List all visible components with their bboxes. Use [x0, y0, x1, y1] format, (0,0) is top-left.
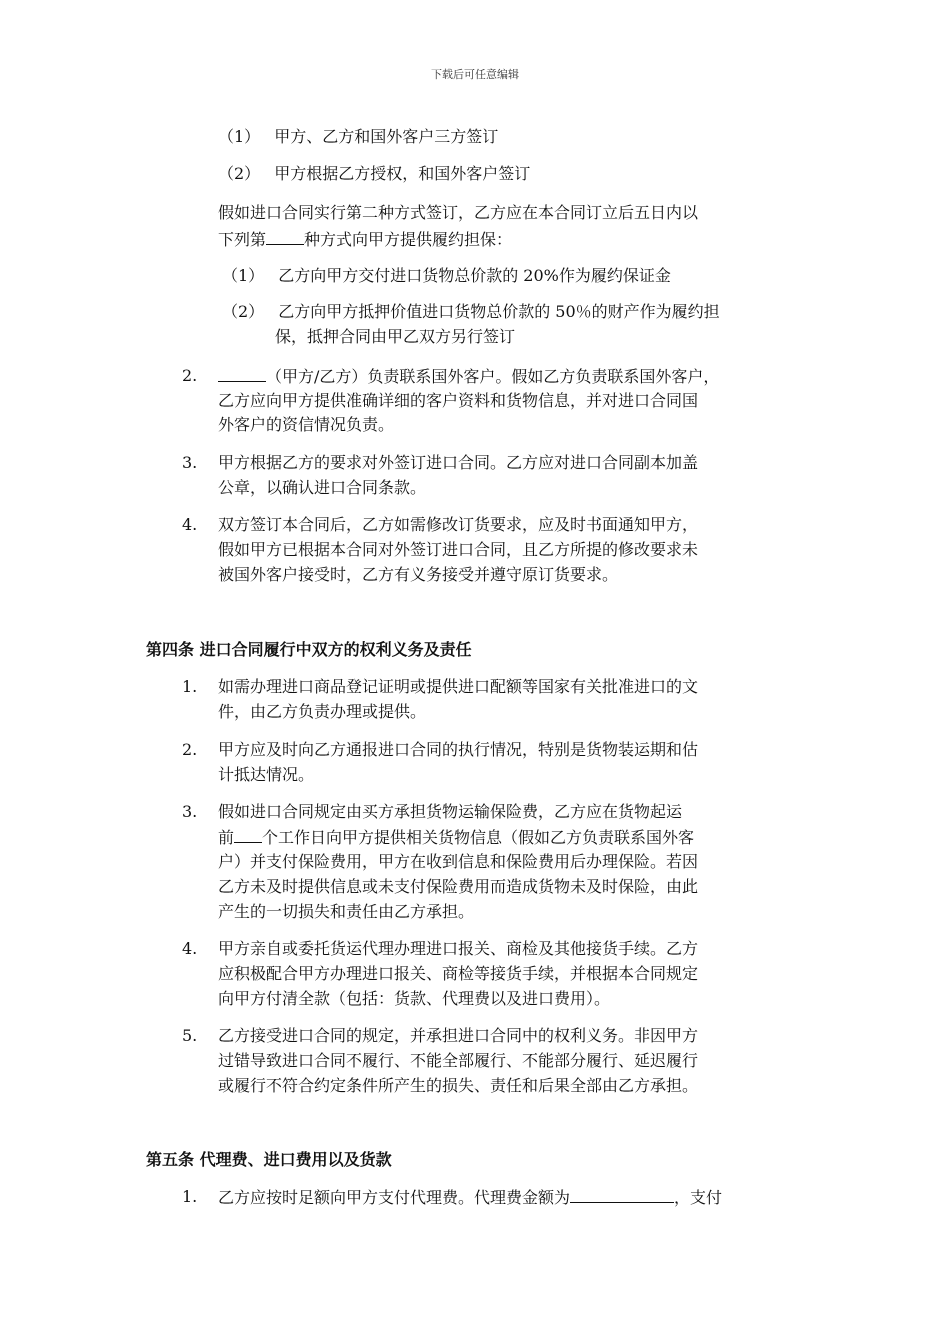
a4-item-4-line-2: 应积极配合甲方办理进口报关、商检等接货手续，并根据本合同规定: [218, 964, 699, 983]
a4-item-3-line-1: 假如进口合同规定由买方承担货物运输保险费，乙方应在货物起运: [218, 802, 683, 821]
item-3-line-1: 甲方根据乙方的要求对外签订进口合同。乙方应对进口合同副本加盖: [218, 453, 699, 472]
a5-item-1-line-1: 乙方应按时足额向甲方支付代理费。代理费金额为 ，支付: [218, 1188, 723, 1207]
item-2-line-3: 外客户的资信情况负责。: [218, 415, 395, 434]
article-4-title: 第四条 进口合同履行中双方的权利义务及责任: [146, 640, 472, 659]
a4-item-3-line-2: 前 个工作日向甲方提供相关货物信息（假如乙方负责联系国外客: [218, 828, 695, 847]
a4-item-3-line-3: 户）并支付保险费用，甲方在收到信息和保险费用后办理保险。若因: [218, 852, 699, 871]
item-3-line-2: 公章，以确认进口合同条款。: [218, 478, 427, 497]
list-item-text: 乙方向甲方抵押价值进口货物总价款的 50％的财产作为履约担: [278, 302, 720, 321]
sign-method-2: [218, 164, 530, 184]
sign-method-1: [218, 127, 498, 147]
a4-item-1-line-2: 件，由乙方负责办理或提供。: [218, 702, 427, 721]
item-number: 3.: [182, 802, 198, 821]
list-marker: （2）: [218, 164, 261, 183]
item-number: 3.: [182, 453, 198, 472]
a4-item-3-line-4: 乙方未及时提供信息或未支付保险费用而造成货物未及时保险，由此: [218, 877, 699, 896]
guarantee-intro-line-2: 下列第 种方式向甲方提供履约担保：: [218, 230, 513, 249]
a4-item-3-line-5: 产生的一切损失和责任由乙方承担。: [218, 902, 475, 921]
item-number: 4.: [182, 515, 198, 534]
a4-item-1-line-1: 如需办理进口商品登记证明或提供进口配额等国家有关批准进口的文: [218, 677, 699, 696]
list-item-text: 甲方、乙方和国外客户三方签订: [274, 127, 499, 146]
item-number: 2.: [182, 366, 198, 385]
list-item-text: 甲方根据乙方授权，和国外客户签订: [274, 164, 531, 183]
fill-in-blank: [234, 827, 262, 843]
list-marker: （1）: [222, 266, 265, 285]
guarantee-option-2: [222, 302, 720, 322]
a4-item-5-line-3: 或履行不符合约定条件所产生的损失、责任和后果全部由乙方承担。: [218, 1076, 699, 1095]
guarantee-option-1: [222, 266, 671, 286]
fill-in-blank: [266, 229, 304, 245]
fill-in-blank: [218, 366, 266, 382]
guarantee-intro-line-1: 假如进口合同实行第二种方式签订，乙方应在本合同订立后五日内以: [218, 203, 699, 222]
item-4-line-2: 假如甲方已根据本合同对外签订进口合同，且乙方所提的修改要求未: [218, 540, 699, 559]
item-number: 5.: [182, 1026, 198, 1045]
item-number: 1.: [182, 1187, 198, 1206]
item-number: 4.: [182, 939, 198, 958]
a4-item-5-line-1: 乙方接受进口合同的规定，并承担进口合同中的权利义务。非因甲方: [218, 1026, 699, 1045]
item-4-line-3: 被国外客户接受时，乙方有义务接受并遵守原订货要求。: [218, 565, 619, 584]
item-number: 1.: [182, 677, 198, 696]
item-2-line-2: 乙方应向甲方提供准确详细的客户资料和货物信息，并对进口合同国: [218, 391, 699, 410]
item-number: 2.: [182, 740, 198, 759]
guarantee-option-2-cont: 保，抵押合同由甲乙双方另行签订: [275, 327, 516, 346]
a4-item-2-line-2: 计抵达情况。: [218, 765, 315, 784]
a4-item-4-line-1: 甲方亲自或委托货运代理办理进口报关、商检及其他接货手续。乙方: [218, 939, 699, 958]
fill-in-blank: [570, 1187, 674, 1203]
list-marker: （1）: [218, 127, 261, 146]
article-5-title: 第五条 代理费、进口费用以及货款: [146, 1150, 392, 1169]
list-marker: （2）: [222, 302, 265, 321]
page-header: 下载后可任意编辑: [431, 68, 519, 81]
list-item-text: 乙方向甲方交付进口货物总价款的 20%作为履约保证金: [278, 266, 671, 285]
a4-item-4-line-3: 向甲方付清全款（包括：货款、代理费以及进口费用）。: [218, 989, 611, 1008]
item-2-line-1: （甲方/乙方）负责联系国外客户。假如乙方负责联系国外客户，: [218, 366, 719, 387]
a4-item-5-line-2: 过错导致进口合同不履行、不能全部履行、不能部分履行、延迟履行: [218, 1051, 699, 1070]
item-4-line-1: 双方签订本合同后，乙方如需修改订货要求，应及时书面通知甲方，: [218, 515, 699, 534]
a4-item-2-line-1: 甲方应及时向乙方通报进口合同的执行情况，特别是货物装运期和估: [218, 740, 699, 759]
